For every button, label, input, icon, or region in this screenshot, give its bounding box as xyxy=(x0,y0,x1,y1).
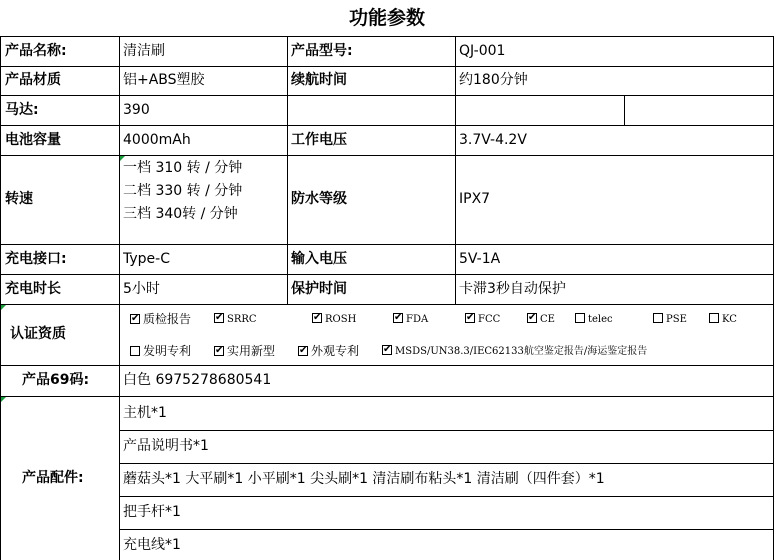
value-battery-life: 约180分钟 xyxy=(459,72,528,88)
accessory-item: 产品说明书*1 xyxy=(123,438,209,454)
checkbox-icon xyxy=(393,313,403,323)
accessory-item: 蘑菇头*1 大平刷*1 小平刷*1 尖头刷*1 清洁刷布粘头*1 清洁刷（四件套）*1 xyxy=(123,471,605,487)
value-product-name: 清洁刷 xyxy=(123,43,165,59)
label-protection: 保护时间 xyxy=(291,281,347,297)
label-speed: 转速 xyxy=(5,191,33,207)
checkbox-icon xyxy=(312,313,322,323)
checkbox-icon xyxy=(214,346,224,356)
checkbox-icon xyxy=(527,313,537,323)
cert-checkbox-qc[interactable]: ✔质检报告 xyxy=(130,311,191,327)
value-battery-capacity: 4000mAh xyxy=(123,132,191,148)
cert-row-1 xyxy=(120,308,774,328)
value-waterproof: IPX7 xyxy=(459,191,491,207)
value-charging-port: Type-C xyxy=(123,251,170,267)
label-motor: 马达: xyxy=(5,102,39,118)
checkbox-icon xyxy=(575,313,585,323)
label-model: 产品型号: xyxy=(291,43,353,59)
accessory-item: 充电线*1 xyxy=(123,537,181,553)
label-accessories: 产品配件: xyxy=(22,470,84,486)
value-model: QJ-001 xyxy=(459,43,506,59)
value-charging-time: 5小时 xyxy=(123,281,160,297)
cert-checkbox-pse[interactable]: PSE xyxy=(653,311,687,327)
value-input-voltage: 5V-1A xyxy=(459,251,501,267)
value-ean-code: 白色 6975278680541 xyxy=(123,372,272,388)
checkbox-icon xyxy=(130,346,140,356)
speed-item: 一档 310 转 / 分钟 xyxy=(123,160,243,176)
checkbox-icon xyxy=(130,314,140,324)
label-voltage: 工作电压 xyxy=(291,132,347,148)
cert-row-2 xyxy=(120,340,774,360)
checkbox-icon xyxy=(465,313,475,323)
value-motor: 390 xyxy=(123,102,150,118)
value-voltage: 3.7V-4.2V xyxy=(459,132,527,148)
cert-checkbox-utility-model[interactable]: ✔ 实用新型 xyxy=(214,343,275,359)
cert-checkbox-kc[interactable]: KC xyxy=(709,311,737,327)
cert-checkbox-ce[interactable]: ✔ CE xyxy=(527,311,555,327)
cert-checkbox-design-patent[interactable]: ✔ 外观专利 xyxy=(298,343,359,359)
cert-checkbox-msds[interactable]: ✔ MSDS/UN38.3/IEC62133航空鉴定报告/海运鉴定报告 xyxy=(382,343,647,359)
checkbox-icon xyxy=(709,313,719,323)
label-ean-code: 产品69码: xyxy=(22,372,90,388)
page-title: 功能参数 xyxy=(348,7,425,29)
cert-checkbox-srrc[interactable]: ✔ SRRC xyxy=(214,311,257,327)
accessory-item: 把手杆*1 xyxy=(123,504,181,520)
checkbox-icon xyxy=(214,313,224,323)
speed-item: 三档 340转 / 分钟 xyxy=(123,206,238,222)
cell-marker xyxy=(1,397,6,402)
cert-checkbox-rosh[interactable]: ✔ ROSH xyxy=(312,311,356,327)
cert-checkbox-invention-patent[interactable]: 发明专利 xyxy=(130,343,191,359)
label-product-name: 产品名称: xyxy=(5,43,67,59)
cert-checkbox-telec[interactable]: telec xyxy=(575,311,613,327)
value-protection: 卡滞3秒自动保护 xyxy=(459,281,566,297)
checkbox-icon xyxy=(653,313,663,323)
speed-item: 二档 330 转 / 分钟 xyxy=(123,183,243,199)
accessory-item: 主机*1 xyxy=(123,405,167,421)
checkbox-icon xyxy=(298,346,308,356)
cell-marker xyxy=(1,305,6,310)
value-material: 铝+ABS塑胶 xyxy=(123,72,205,88)
label-waterproof: 防水等级 xyxy=(291,191,347,207)
cert-checkbox-fda[interactable]: ✔ FDA xyxy=(393,311,428,327)
value-speeds xyxy=(123,157,242,243)
label-material: 产品材质 xyxy=(5,72,61,88)
checkbox-icon xyxy=(382,345,392,355)
label-charging-time: 充电时长 xyxy=(5,281,61,297)
label-input-voltage: 输入电压 xyxy=(291,251,347,267)
label-charging-port: 充电接口: xyxy=(5,251,67,267)
label-certification: 认证资质 xyxy=(10,326,66,342)
label-battery-capacity: 电池容量 xyxy=(5,132,61,148)
cert-checkbox-fcc[interactable]: ✔ FCC xyxy=(465,311,500,327)
label-battery-life: 续航时间 xyxy=(291,72,347,88)
